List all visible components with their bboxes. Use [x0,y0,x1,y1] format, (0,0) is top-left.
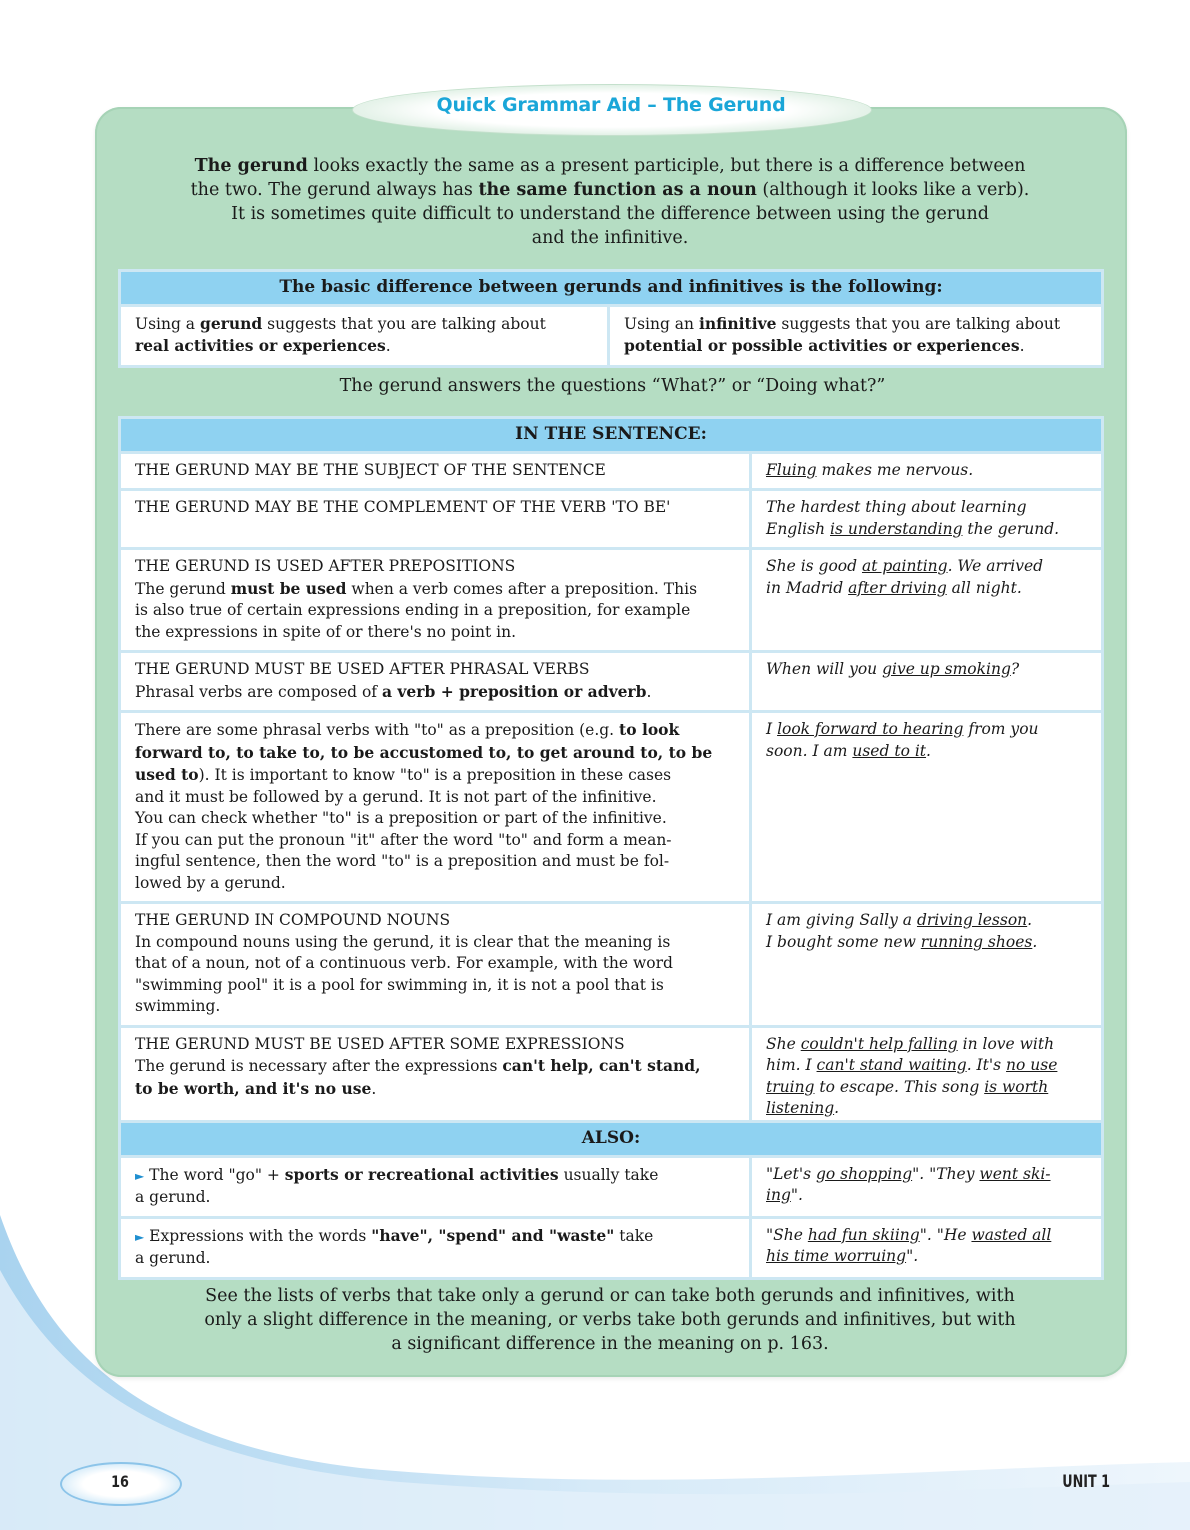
triangle-right-icon: ► [135,1168,145,1183]
gerund-cell: Using a gerund suggests that you are talking about real activities or experiences. [121,307,610,365]
rule-cell: THE GERUND IN COMPOUND NOUNS In compound nouns using the gerund, it is clear that the meaning is that of a noun, not of a continuous verb. For example, with the word "swimming pool" it is a pool for swimming in, it is not a pool that is swimming. [121,901,752,1025]
basic-difference-table [118,269,1104,368]
rule-cell: ► The word "go" + sports or recreational activities usually take a gerund. [121,1158,752,1216]
example-cell: "Let's go shopping". "They went ski- ing". [766,1164,1051,1204]
example-cell: I am giving Sally a driving lesson. I bought some new running shoes. [752,901,1101,1025]
rule-cell: There are some phrasal verbs with "to" as a preposition (e.g. to look forward to, to take to, to be accustomed to, to get around to, to be used to). It is important to know "to" is a preposition in these cases and it must be followed by a gerund. It is not part of the infinitive. You can check whether "to" is a preposition or part of the infinitive. If you can put the pronoun "it" after the word "to" and form a mean- ingful sentence, then the word "to" is a preposition and must be fol- lowed by a gerund. [121,710,752,901]
example-cell: The hardest thing about learning English is understanding the gerund. [752,488,1101,547]
table-row [121,710,1101,901]
triangle-right-icon: ► [135,1229,145,1244]
table-row [121,454,1101,489]
page-number: 16 [111,1472,129,1491]
questions-note: The gerund answers the questions “What?” or “Doing what?” [339,376,886,396]
rule-cell: ► Expressions with the words "have", "spend" and "waste" take a gerund. [121,1216,752,1277]
rule-cell: THE GERUND IS USED AFTER PREPOSITIONS The gerund must be used when a verb comes after a preposition. This is also true of certain expressions ending in a preposition, for example the expressions in spite of or there's no point in. [121,547,752,650]
table-row [121,650,1101,710]
table-row [121,488,1101,547]
page-title: Quick Grammar Aid – The Gerund [436,94,786,116]
rule-cell: THE GERUND MAY BE THE COMPLEMENT OF THE VERB 'TO BE' [121,488,752,547]
table-row [121,901,1101,1025]
in-the-sentence-header: IN THE SENTENCE: [121,419,1101,454]
also-header: ALSO: [121,1123,1101,1158]
example-cell: She is good at painting. We arrived in Madrid after driving all night. [752,547,1101,650]
rule-cell: THE GERUND MAY BE THE SUBJECT OF THE SENTENCE [121,454,752,489]
rule-cell: THE GERUND MUST BE USED AFTER PHRASAL VERBS Phrasal verbs are composed of a verb + preposition or adverb. [121,650,752,710]
unit-label: UNIT 1 [1062,1472,1110,1492]
rule-cell: THE GERUND MUST BE USED AFTER SOME EXPRESSIONS The gerund is necessary after the expressions can't help, can't stand, to be worth, and it's no use. [121,1025,752,1127]
basic-difference-header: The basic difference between gerunds and infinitives is the following: [121,272,1101,307]
table-row [121,1158,1101,1216]
intro-paragraph: The gerund looks exactly the same as a present participle, but there is a difference between the two. The gerund always has the same function as a noun (although it looks like a verb). It is sometimes quite difficult to understand the difference between using the gerund and the infinitive. [190,156,1030,248]
in-the-sentence-table [118,416,1104,1130]
infinitive-cell: Using an infinitive suggests that you are talking about potential or possible activities or experiences. [624,313,1061,355]
footer-note: See the lists of verbs that take only a gerund or can take both gerunds and infinitives, with only a slight difference in the meaning, or verbs take both gerunds and infinitives, but with a significant difference in the meaning on p. 163. [204,1286,1016,1354]
example-cell: Fluing makes me nervous. [766,460,974,479]
example-cell: When will you give up smoking? [752,650,1101,710]
example-cell: "She had fun skiing". "He wasted all his time worruing". [752,1216,1101,1277]
example-cell: She couldn't help falling in love with him. I can't stand waiting. It's no use truing to escape. This song is worth listening. [752,1025,1101,1127]
example-cell: I look forward to hearing from you soon. I am used to it. [752,710,1101,901]
also-table [118,1120,1104,1280]
table-row [121,1216,1101,1277]
table-row [121,1025,1101,1127]
table-row [121,547,1101,650]
